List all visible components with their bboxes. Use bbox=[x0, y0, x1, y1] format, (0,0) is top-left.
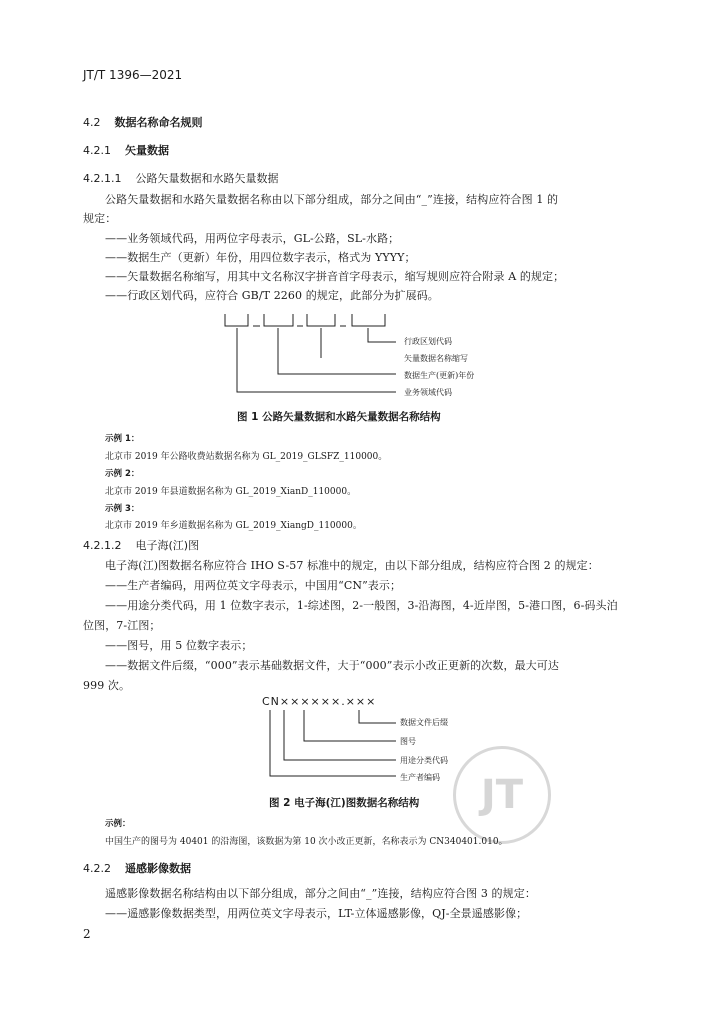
figure-label: 数据生产(更新)年份 bbox=[404, 371, 475, 380]
section-number: 4.2.2 bbox=[83, 862, 111, 875]
list-item: ——行政区划代码，应符合 GB/T 2260 的规定，此部分为扩展码。 bbox=[105, 289, 439, 302]
section-4-2-1-1-heading bbox=[83, 170, 278, 186]
example-text: 北京市 2019 年乡道数据名称为 GL_2019_XiangD_110000。 bbox=[105, 521, 362, 531]
example-text: 北京市 2019 年县道数据名称为 GL_2019_XianD_110000。 bbox=[105, 487, 357, 497]
section-4-2-1-heading bbox=[83, 142, 169, 158]
leader-line bbox=[368, 328, 396, 342]
leader-line bbox=[304, 710, 396, 741]
figure-2-diagram bbox=[262, 708, 402, 780]
figure-1-caption: 图 1 公路矢量数据和水路矢量数据名称结构 bbox=[237, 411, 441, 423]
watermark-stamp: JT bbox=[453, 746, 551, 844]
section-4-2-2-heading bbox=[83, 860, 191, 876]
section-number: 4.2.1.2 bbox=[83, 539, 122, 552]
section-title: 遥感影像数据 bbox=[125, 862, 191, 875]
chart-code-pattern: CN××××××.××× bbox=[262, 695, 377, 708]
figure-1-diagram bbox=[220, 310, 420, 400]
figure-label: 用途分类代码 bbox=[400, 756, 448, 765]
list-item-cont: 位图，7-江图； bbox=[83, 619, 161, 632]
leader-line bbox=[237, 328, 396, 392]
section-4-2-1-2-heading bbox=[83, 537, 199, 553]
paragraph: 公路矢量数据和水路矢量数据名称由以下部分组成，部分之间由“_”连接，结构应符合图 1 的 bbox=[105, 193, 559, 206]
leader-line bbox=[284, 710, 396, 760]
page-number: 2 bbox=[83, 927, 91, 941]
segment-box bbox=[307, 314, 335, 326]
list-item-cont: 999 次。 bbox=[83, 679, 131, 692]
section-4-2-heading bbox=[83, 114, 203, 130]
section-number: 4.2.1 bbox=[83, 144, 111, 157]
list-item: ——矢量数据名称缩写，用其中文名称汉字拼音首字母表示，缩写规则应符合附录 A 的规定； bbox=[105, 270, 565, 283]
figure-label: 行政区划代码 bbox=[404, 337, 452, 346]
list-item: ——图号，用 5 位数字表示； bbox=[105, 639, 253, 652]
leader-line bbox=[359, 710, 396, 723]
paragraph: 遥感影像数据名称结构由以下部分组成，部分之间由“_”连接，结构应符合图 3 的规定： bbox=[105, 887, 536, 900]
list-item: ——用途分类代码，用 1 位数字表示，1-综述图，2-一般图，3-沿海图，4-近岸图，5-港口图，6-码头泊 bbox=[105, 599, 618, 612]
example-text: 中国生产的图号为 40401 的沿海图，该数据为第 10 次小改正更新，名称表示为 CN340401.010。 bbox=[105, 837, 508, 847]
figure-label: 数据文件后缀 bbox=[400, 718, 448, 727]
example-label: 示例 1： bbox=[105, 434, 140, 444]
standard-number: JT/T 1396—2021 bbox=[83, 68, 183, 82]
section-number: 4.2.1.1 bbox=[83, 172, 122, 185]
figure-label: 生产者编码 bbox=[400, 773, 440, 782]
segment-box bbox=[352, 314, 385, 326]
list-item: ——数据文件后缀，“000”表示基础数据文件，大于“000”表示小改正更新的次数，最大可达 bbox=[105, 659, 559, 672]
figure-label: 矢量数据名称缩写 bbox=[404, 354, 468, 363]
list-item: ——数据生产（更新）年份，用四位数字表示，格式为 YYYY； bbox=[105, 251, 416, 264]
segment-box bbox=[225, 314, 248, 326]
section-title: 数据名称命名规则 bbox=[114, 116, 203, 129]
leader-line bbox=[270, 710, 396, 776]
section-title: 电子海(江)图 bbox=[135, 539, 200, 552]
segment-box bbox=[264, 314, 293, 326]
figure-label: 图号 bbox=[400, 737, 416, 746]
list-item: ——业务领域代码，用两位字母表示，GL-公路，SL-水路； bbox=[105, 232, 400, 245]
list-item: ——生产者编码，用两位英文字母表示，中国用“CN”表示； bbox=[105, 579, 402, 592]
example-label: 示例： bbox=[105, 819, 131, 829]
paragraph-cont: 规定： bbox=[83, 212, 117, 225]
list-item: ——遥感影像数据类型，用两位英文字母表示，LT-立体遥感影像，QJ-全景遥感影像； bbox=[105, 907, 528, 920]
figure-2-caption: 图 2 电子海(江)图数据名称结构 bbox=[269, 797, 420, 809]
section-number: 4.2 bbox=[83, 116, 101, 129]
example-text: 北京市 2019 年公路收费站数据名称为 GL_2019_GLSFZ_110000。 bbox=[105, 452, 388, 462]
leader-line bbox=[278, 328, 396, 374]
section-title: 矢量数据 bbox=[125, 144, 169, 157]
paragraph: 电子海(江)图数据名称应符合 IHO S-57 标准中的规定，由以下部分组成，结构应符合图 2 的规定： bbox=[105, 559, 599, 572]
figure-label: 业务领域代码 bbox=[404, 388, 452, 397]
section-title: 公路矢量数据和水路矢量数据 bbox=[135, 172, 279, 185]
example-label: 示例 2： bbox=[105, 469, 140, 479]
example-label: 示例 3： bbox=[105, 504, 140, 514]
